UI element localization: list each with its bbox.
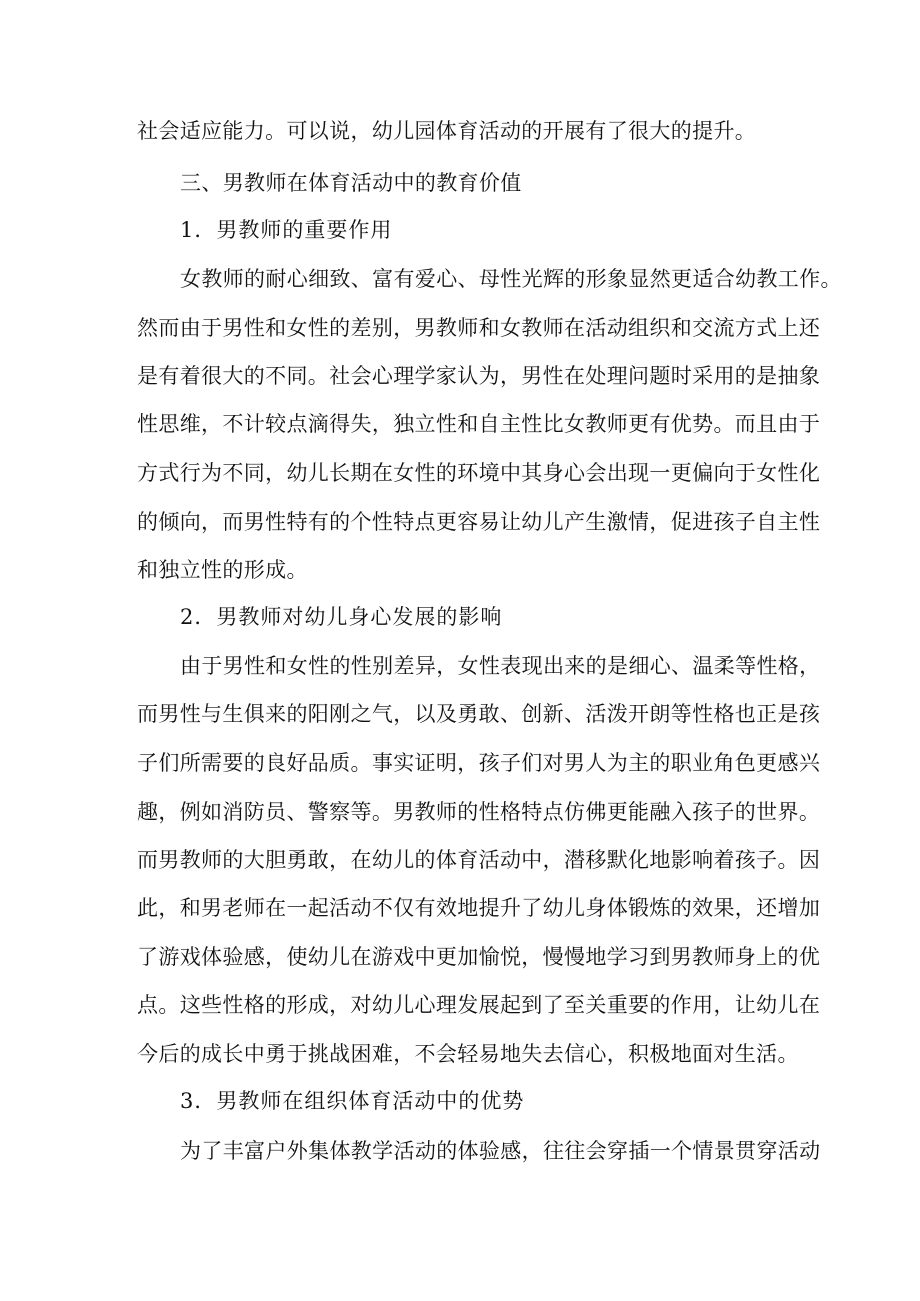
section-heading: 三、男教师在体育活动中的教育价值 xyxy=(180,171,522,195)
paragraph-line: 为了丰富户外集体教学活动的体验感，往往会穿插一个情景贯穿活动 xyxy=(180,1139,821,1163)
paragraph-line: 和独立性的形成。 xyxy=(137,558,308,582)
paragraph-line: 然而由于男性和女性的差别，男教师和女教师在活动组织和交流方式上还 xyxy=(137,316,821,340)
paragraph-line: 是有着很大的不同。社会心理学家认为，男性在处理问题时采用的是抽象 xyxy=(137,364,821,388)
paragraph-line: 而男性与生俱来的阳刚之气，以及勇敢、创新、活泼开朗等性格也正是孩 xyxy=(137,702,821,726)
paragraph-line: 点。这些性格的形成，对幼儿心理发展起到了至关重要的作用，让幼儿在 xyxy=(137,993,821,1017)
paragraph-line: 社会适应能力。可以说，幼儿园体育活动的开展有了很大的提升。 xyxy=(137,119,757,143)
paragraph-line: 而男教师的大胆勇敢，在幼儿的体育活动中，潜移默化地影响着孩子。因 xyxy=(137,848,821,872)
paragraph-line: 由于男性和女性的性别差异，女性表现出来的是细心、温柔等性格， xyxy=(180,654,821,678)
paragraph-line: 趣，例如消防员、警察等。男教师的性格特点仿佛更能融入孩子的世界。 xyxy=(137,800,821,824)
subheading-2: 2．男教师对幼儿身心发展的影响 xyxy=(180,605,503,629)
paragraph-line: 女教师的耐心细致、富有爱心、母性光辉的形象显然更适合幼教工作。 xyxy=(180,267,842,291)
subheading-3: 3．男教师在组织体育活动中的优势 xyxy=(180,1089,525,1113)
paragraph-line: 的倾向，而男性特有的个性特点更容易让幼儿产生激情，促进孩子自主性 xyxy=(137,510,821,534)
subheading-1: 1．男教师的重要作用 xyxy=(180,218,393,242)
paragraph-line: 今后的成长中勇于挑战困难，不会轻易地失去信心，积极地面对生活。 xyxy=(137,1042,799,1066)
paragraph-line: 了游戏体验感，使幼儿在游戏中更加愉悦，慢慢地学习到男教师身上的优 xyxy=(137,945,821,969)
paragraph-line: 子们所需要的良好品质。事实证明，孩子们对男人为主的职业角色更感兴 xyxy=(137,751,821,775)
paragraph-line: 方式行为不同，幼儿长期在女性的环境中其身心会出现一更偏向于女性化 xyxy=(137,461,821,485)
paragraph-line: 性思维，不计较点滴得失，独立性和自主性比女教师更有优势。而且由于 xyxy=(137,412,821,436)
paragraph-line: 此，和男老师在一起活动不仅有效地提升了幼儿身体锻炼的效果，还增加 xyxy=(137,896,821,920)
